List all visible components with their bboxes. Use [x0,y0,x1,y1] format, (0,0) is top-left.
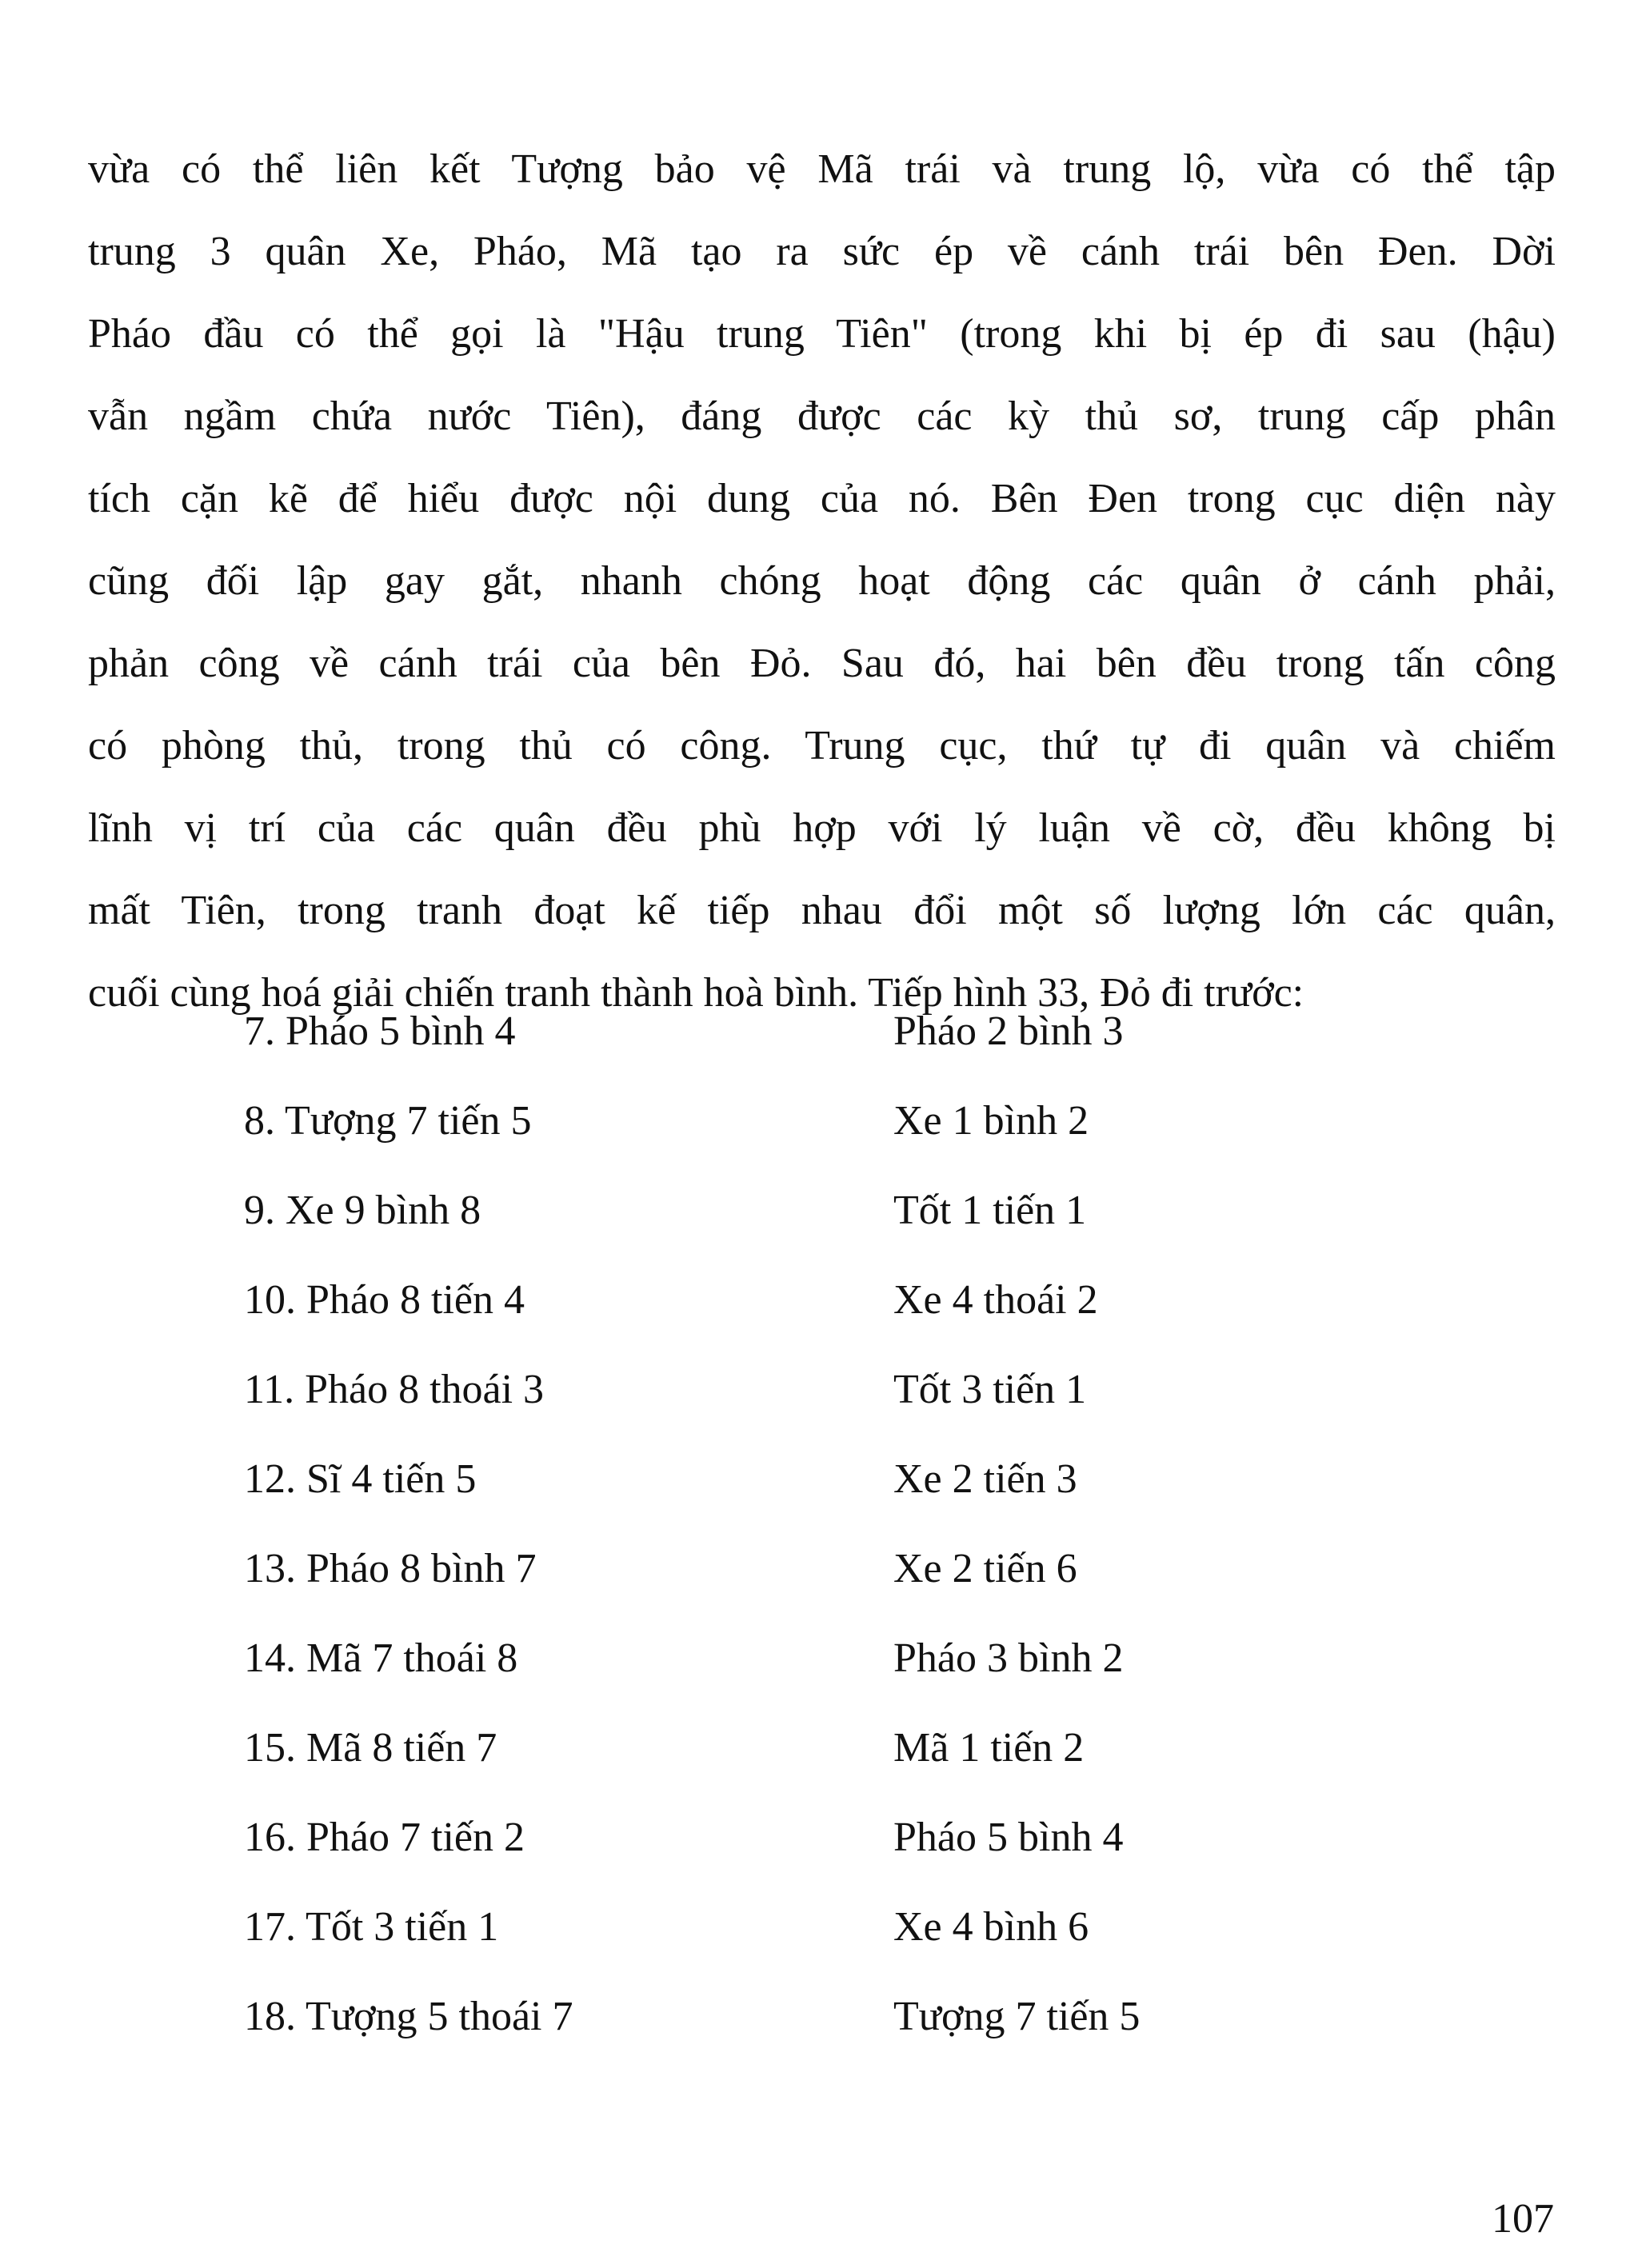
red-move: 18. Tượng 5 thoái 7 [244,1994,573,2039]
move-row [0,1455,1638,1545]
paragraph-line: Pháo đầu có thể gọi là "Hậu trung Tiên" (trong khi bị ép đi sau (hậu) [88,311,1556,357]
move-row [0,1187,1638,1276]
black-move: Pháo 3 bình 2 [893,1635,1124,1681]
move-row [0,1814,1638,1903]
black-move: Tốt 1 tiến 1 [893,1188,1087,1233]
move-row [0,1545,1638,1635]
move-row [0,1903,1638,1993]
red-move: 9. Xe 9 bình 8 [244,1188,481,1233]
page-number: 107 [1492,2196,1554,2242]
paragraph-line: cuối cùng hoá giải chiến tranh thành hoà bình. Tiếp hình 33, Đỏ đi trước: [88,970,1304,1016]
red-move: 15. Mã 8 tiến 7 [244,1725,497,1771]
black-move: Xe 2 tiến 3 [893,1456,1077,1502]
black-move: Xe 2 tiến 6 [893,1546,1077,1591]
paragraph-line: phản công về cánh trái của bên Đỏ. Sau đó, hai bên đều trong tấn công [88,641,1556,686]
paragraph-line: cũng đối lập gay gắt, nhanh chóng hoạt động các quân ở cánh phải, [88,558,1556,604]
red-move: 8. Tượng 7 tiến 5 [244,1098,532,1144]
move-row [0,1366,1638,1455]
paragraph-line: trung 3 quân Xe, Pháo, Mã tạo ra sức ép về cánh trái bên Đen. Dời [88,229,1556,274]
paragraph-line: vẫn ngầm chứa nước Tiên), đáng được các kỳ thủ sơ, trung cấp phân [88,393,1556,439]
body-paragraph [88,128,1556,1034]
red-move: 11. Pháo 8 thoái 3 [244,1367,545,1412]
red-move: 16. Pháo 7 tiến 2 [244,1815,525,1860]
move-row [0,1276,1638,1366]
red-move: 13. Pháo 8 bình 7 [244,1546,537,1591]
black-move: Pháo 2 bình 3 [893,1008,1124,1054]
paragraph-line: tích cặn kẽ để hiểu được nội dung của nó. Bên Đen trong cục diện này [88,476,1556,521]
move-row [0,1635,1638,1724]
black-move: Tượng 7 tiến 5 [893,1994,1141,2039]
black-move: Xe 4 thoái 2 [893,1277,1098,1323]
black-move: Pháo 5 bình 4 [893,1815,1124,1860]
paragraph-line: có phòng thủ, trong thủ có công. Trung cục, thứ tự đi quân và chiếm [88,723,1556,769]
move-row [0,1993,1638,2082]
red-move: 14. Mã 7 thoái 8 [244,1635,518,1681]
move-row [0,1097,1638,1187]
red-move: 17. Tốt 3 tiến 1 [244,1904,499,1950]
paragraph-line: lĩnh vị trí của các quân đều phù hợp với lý luận về cờ, đều không bị [88,805,1556,851]
move-row [0,1724,1638,1814]
black-move: Mã 1 tiến 2 [893,1725,1085,1771]
red-move: 7. Pháo 5 bình 4 [244,1008,516,1054]
paragraph-line: mất Tiên, trong tranh đoạt kế tiếp nhau đổi một số lượng lớn các quân, [88,888,1556,933]
paragraph-line: vừa có thể liên kết Tượng bảo vệ Mã trái và trung lộ, vừa có thể tập [88,146,1556,192]
red-move: 12. Sĩ 4 tiến 5 [244,1456,477,1502]
move-list [0,1008,1638,2082]
red-move: 10. Pháo 8 tiến 4 [244,1277,525,1323]
black-move: Xe 1 bình 2 [893,1098,1089,1144]
black-move: Xe 4 bình 6 [893,1904,1089,1950]
black-move: Tốt 3 tiến 1 [893,1367,1087,1412]
move-row [0,1008,1638,1097]
